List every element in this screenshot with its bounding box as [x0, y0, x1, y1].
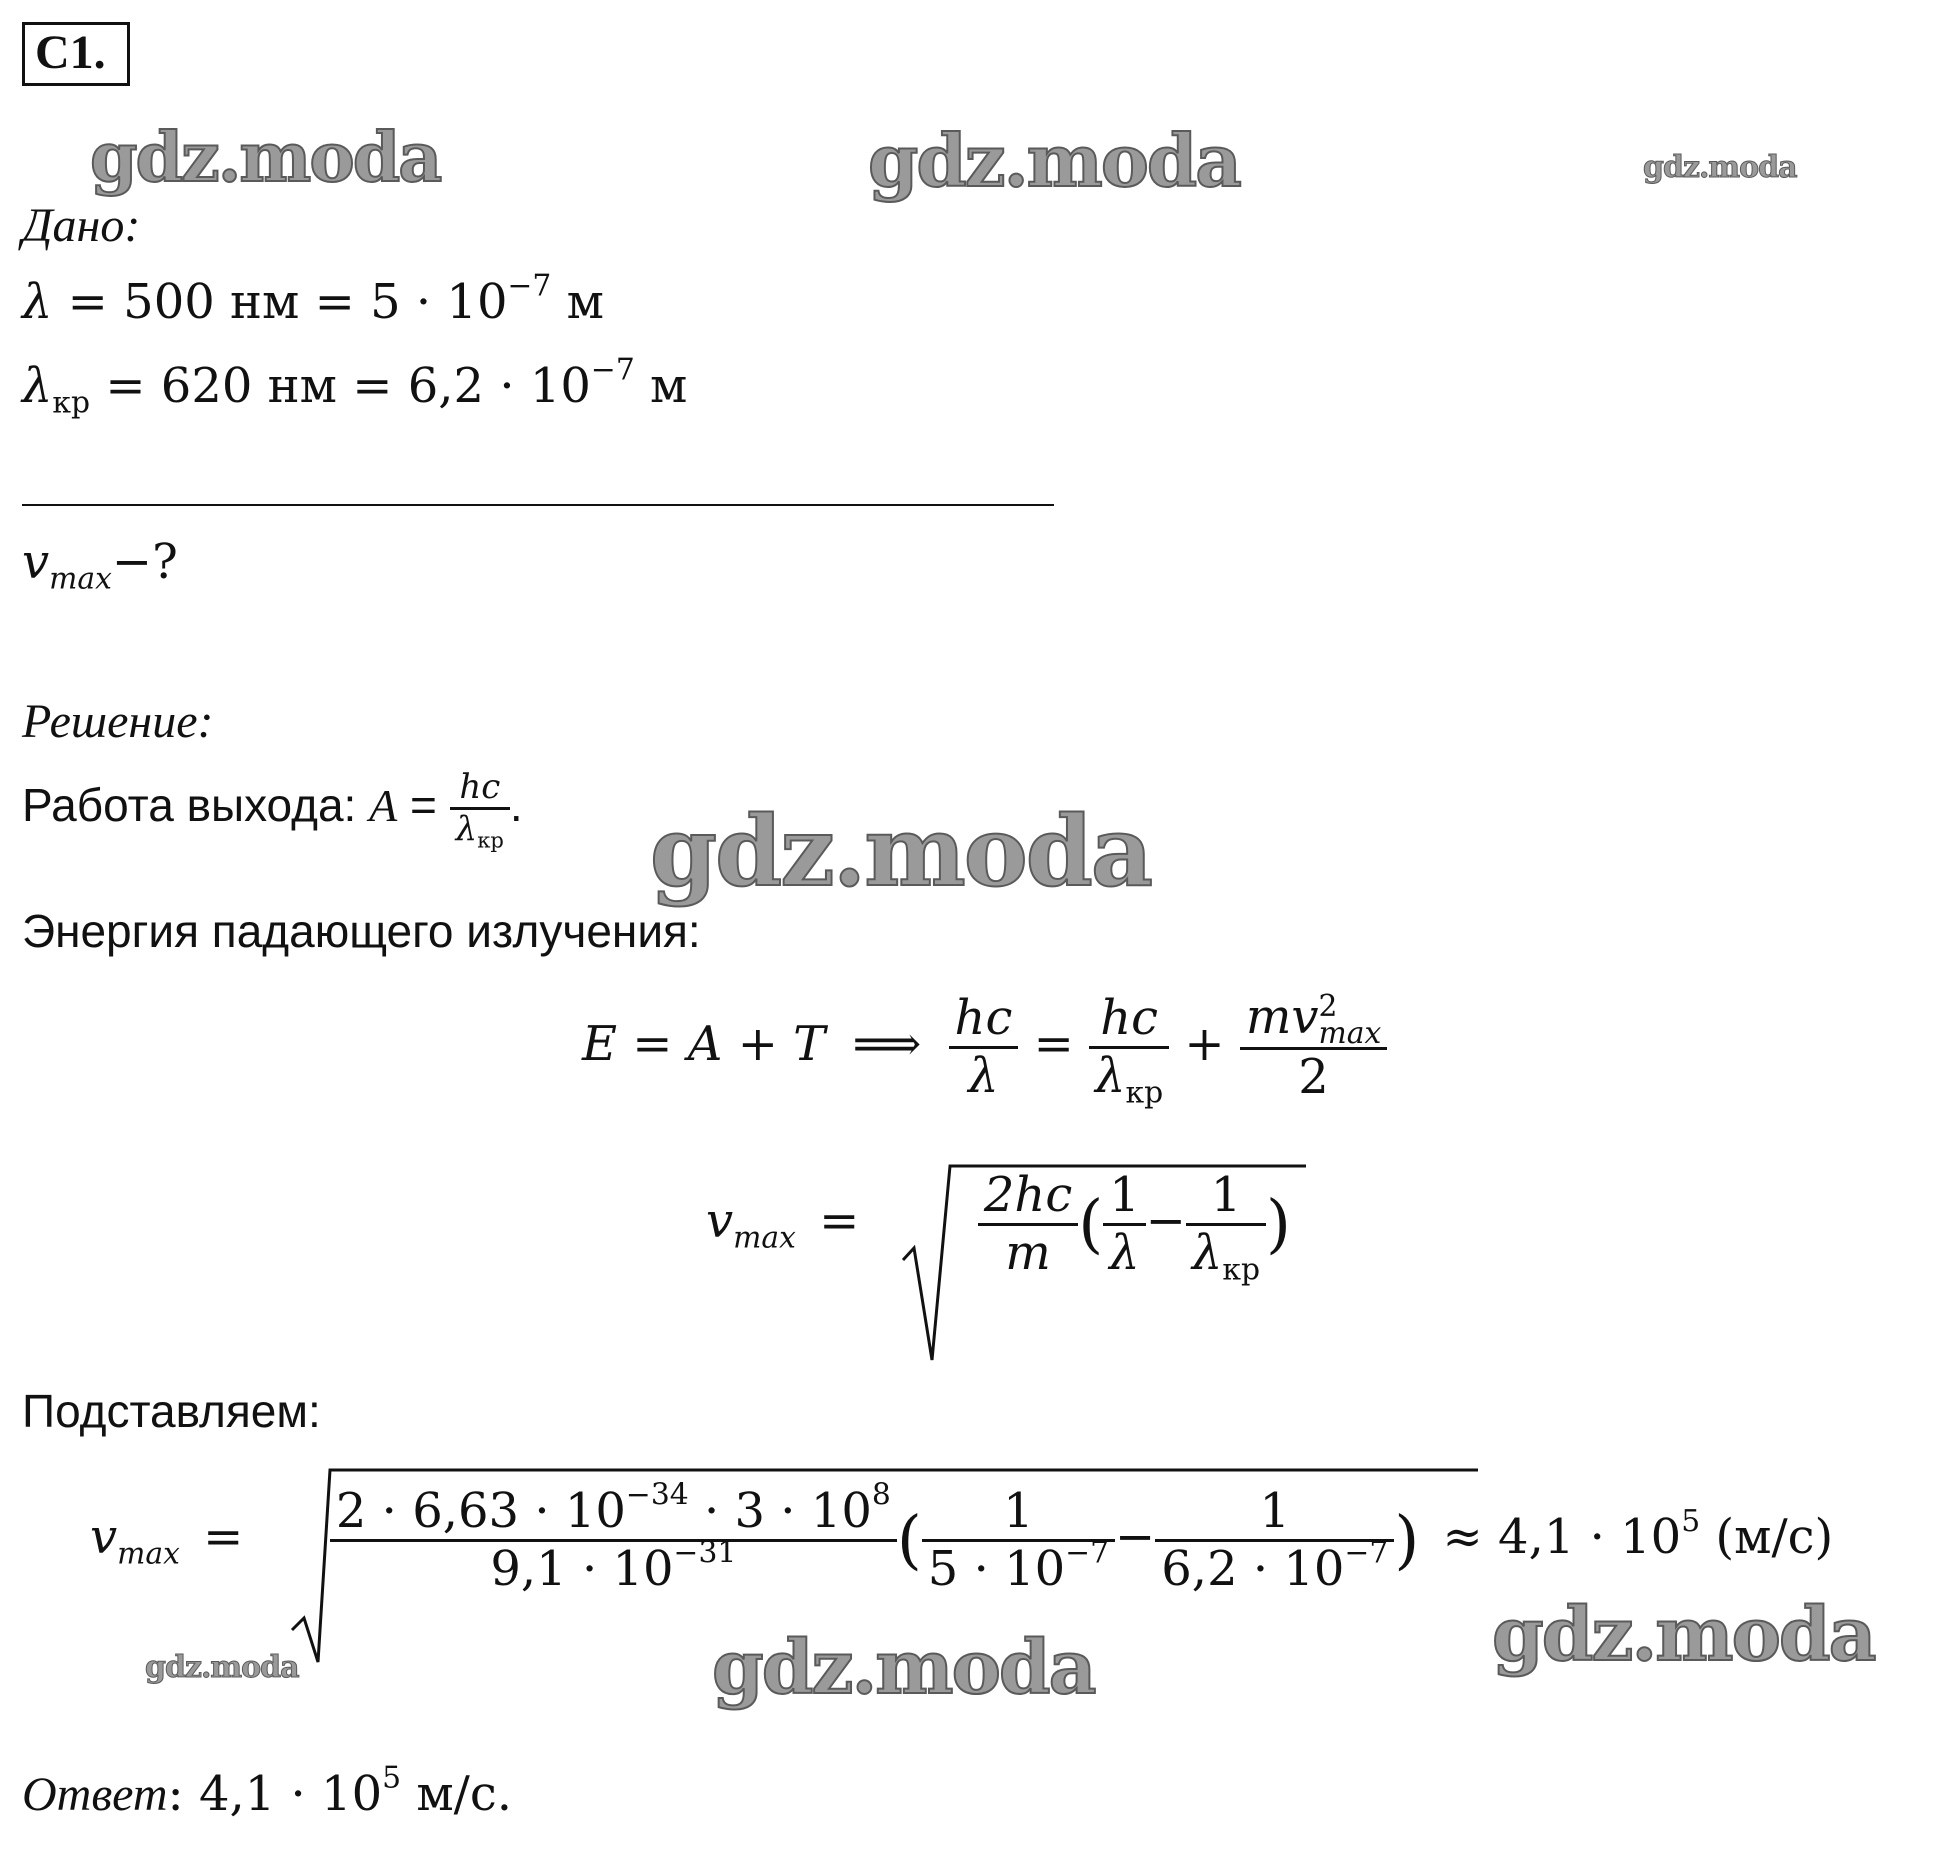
watermark: gdz.moda: [650, 795, 1152, 908]
watermark: gdz.moda: [145, 1650, 299, 1685]
watermark: gdz.moda: [712, 1625, 1095, 1711]
problem-label: С1.: [35, 26, 106, 79]
given-heading: Дано:: [22, 199, 141, 252]
radical-sign: [903, 1166, 1306, 1360]
substitute-label: Подставляем:: [22, 1385, 321, 1437]
equation-velocity-formula: $v_{max}$ = $\frac{2hc}{m}$ ( $\frac{1}{\lambda}$ − $\frac{1}{\lambda_{кр}}$ ): [706, 1167, 1291, 1288]
equation-energy-balance: E = A + T ⟹ $\frac{hc}{\lambda}$ = $\frac{hc}{\lambda_{кр}}$ + mv 2 max 2: [582, 990, 1387, 1105]
watermark: gdz.moda: [90, 118, 441, 198]
work-function-line: Работа выхода: A = $\frac{hc}{\lambda_{кр}}$ .: [22, 767, 523, 853]
given-line-cutoff: $\lambda_{кр} = 620$ нм = $6,2 \cdot 10^{-7}$ м: [22, 352, 688, 421]
given-line-wavelength: λ = 500 нм = $5 \cdot 10^{-7}$ м: [22, 268, 604, 330]
watermark: gdz.moda: [868, 118, 1240, 203]
find-line: $v_{max}-$?: [22, 534, 178, 597]
radical-sign: [292, 1470, 1478, 1662]
equation-numeric: $v_{max}$ = $\frac{2 \cdot 6,63 \cdot 10^{-34} \cdot 3 \cdot 10^8}{9,1 \cdot 10^{-31}}$ ( $\frac{1}{5 \cdot 10^{-7}}$ − $\frac{1}{6,2 \cdot 10^{-7}}$ ) ≈ $4,1 \cdot 10^5$ (м/с): [90, 1477, 1834, 1598]
energy-label: Энергия падающего излучения:: [22, 905, 701, 957]
watermark: gdz.moda: [1643, 150, 1797, 185]
solution-heading: Решение:: [22, 695, 214, 748]
answer-line: Ответ: $4,1 \cdot 10^5$ м/с.: [22, 1760, 512, 1822]
watermark: gdz.moda: [1492, 1592, 1875, 1678]
